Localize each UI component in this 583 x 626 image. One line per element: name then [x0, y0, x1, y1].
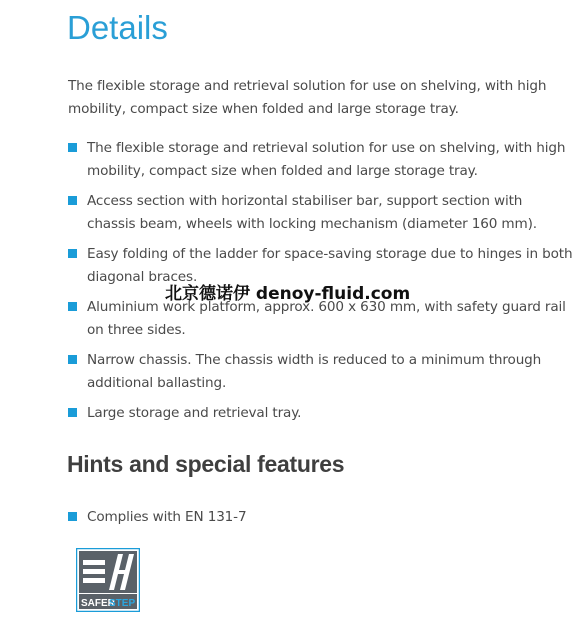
list-item-text: Large storage and retrieval tray. — [87, 405, 302, 421]
list-item — [68, 349, 573, 395]
list-item-text: Aluminium work platform, approx. 600 x 630 mm, with safety guard rail on three sides. — [87, 299, 566, 338]
watermark-text: 北京德诺伊 denoy-fluid.com — [165, 284, 411, 304]
bullet-square-icon — [68, 355, 77, 364]
list-item-text: Access section with horizontal stabiliser bar, support section with chassis beam, wheels with locking mechanism (diameter 160 mm). — [87, 193, 537, 232]
list-item-text: Complies with EN 131-7 — [87, 509, 247, 525]
bullet-square-icon — [68, 249, 77, 258]
list-item — [68, 190, 573, 236]
hints-list — [68, 506, 573, 536]
safer-step-icon — [76, 548, 140, 612]
bullet-square-icon — [68, 408, 77, 417]
bullet-square-icon — [68, 196, 77, 205]
bullet-square-icon — [68, 512, 77, 521]
details-title: Details — [67, 9, 168, 46]
hints-title: Hints and special features — [67, 451, 345, 477]
list-item-text: Narrow chassis. The chassis width is reduced to a minimum through additional ballasting. — [87, 352, 542, 391]
list-item-text: Easy folding of the ladder for space-saving storage due to hinges in both diagonal braces. — [87, 246, 573, 285]
list-item — [68, 506, 573, 529]
logo-text-safer: SAFER — [81, 598, 115, 609]
list-item — [68, 402, 573, 425]
bullet-square-icon — [68, 143, 77, 152]
list-item — [68, 137, 573, 183]
safer-step-logo — [76, 548, 140, 612]
bullet-square-icon — [68, 302, 77, 311]
list-item-text: The flexible storage and retrieval solution for use on shelving, with high mobility, compact size when folded and large storage tray. — [87, 140, 566, 179]
details-intro: The flexible storage and retrieval solution for use on shelving, with high mobility, compact size when folded and large storage tray. — [68, 78, 547, 117]
logo-text-step: STEP — [109, 598, 136, 609]
